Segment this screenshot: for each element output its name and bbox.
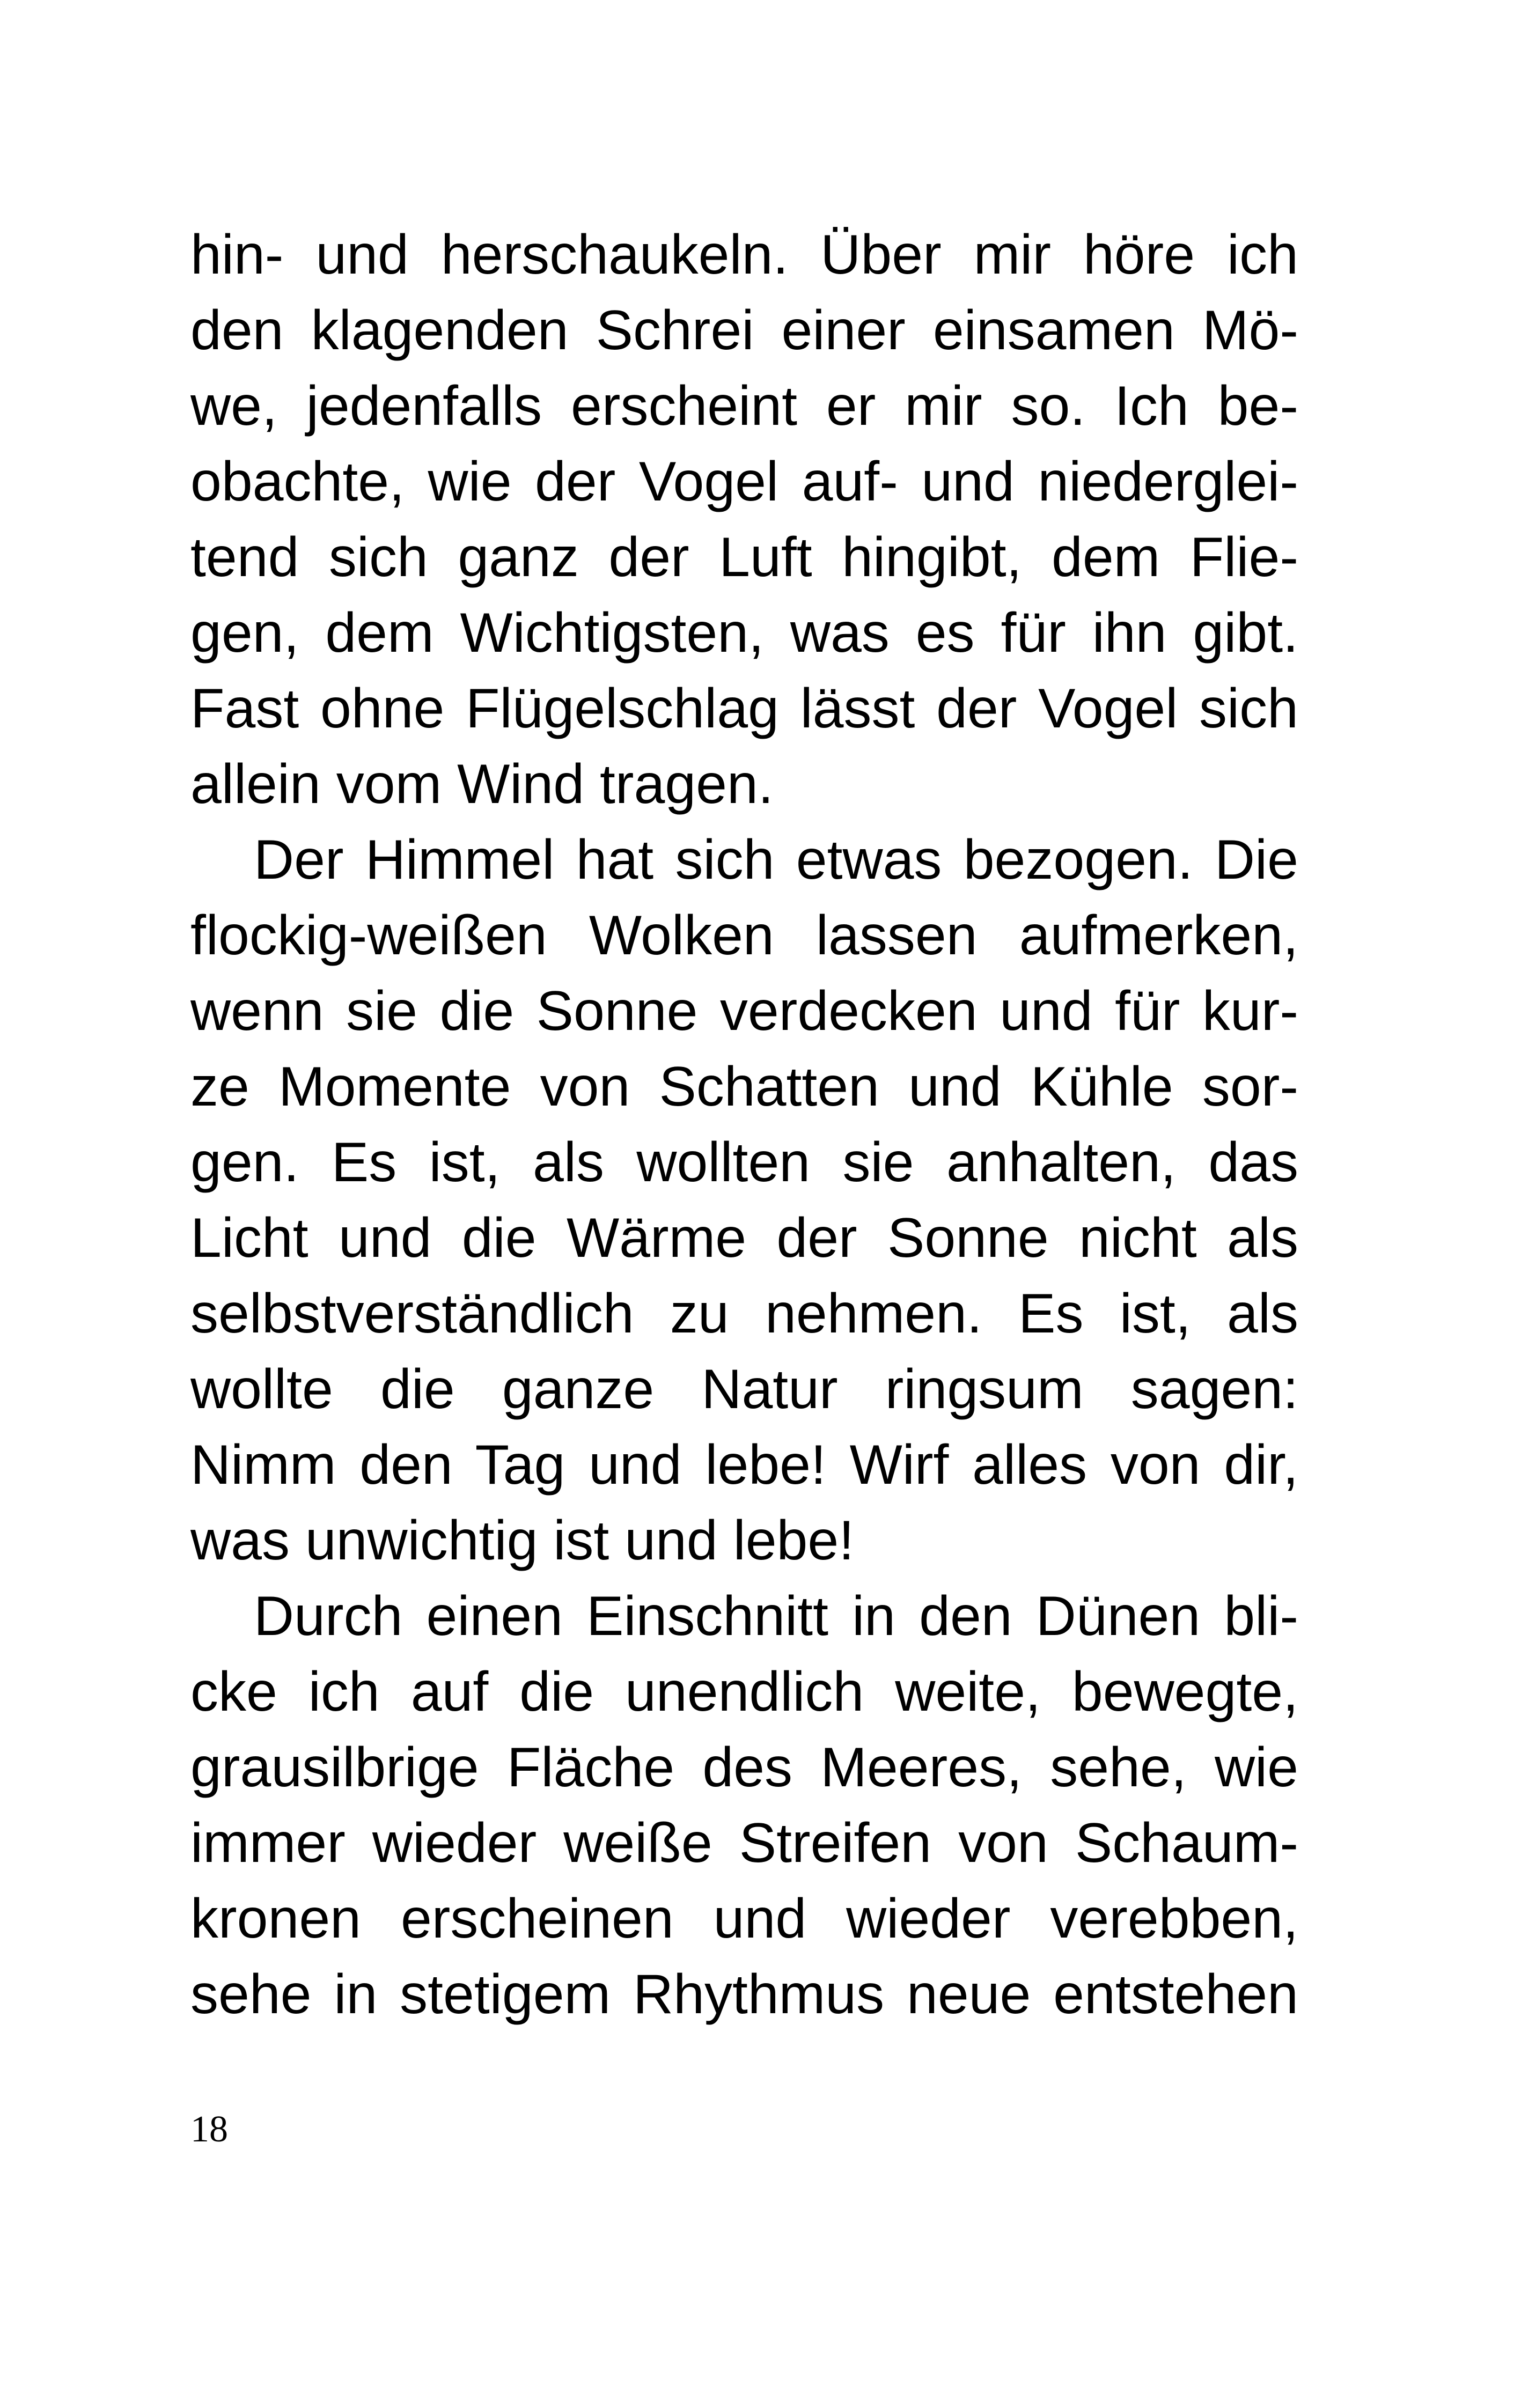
text-line: allein vom Wind tragen. (190, 753, 774, 815)
text-line: tend sich ganz der Luft hingibt, dem Flie- (190, 526, 1298, 588)
text-line: Fast ohne Flügelschlag lässt der Vogel sich (190, 678, 1298, 740)
text-line: Durch einen Einschnitt in den Dünen bli- (254, 1585, 1298, 1647)
text-line: kronen erscheinen und wieder verebben, (190, 1888, 1298, 1950)
text-line: gen. Es ist, als wollten sie anhalten, das (190, 1131, 1298, 1194)
text-line: sehe in stetigem Rhythmus neue entstehen (190, 1963, 1298, 2026)
paragraph-1 (190, 217, 1298, 822)
text-line: selbstverständlich zu nehmen. Es ist, als (190, 1283, 1298, 1345)
text-line: immer wieder weiße Streifen von Schaum- (190, 1812, 1298, 1874)
text-line: ze Momente von Schatten und Kühle sor- (190, 1056, 1298, 1118)
paragraph-3 (190, 1579, 1298, 2033)
text-line: obachte, wie der Vogel auf- und niederglei- (190, 451, 1298, 513)
page-number: 18 (190, 2109, 228, 2150)
body-text (190, 217, 1298, 2033)
text-line: wollte die ganze Natur ringsum sagen: (190, 1358, 1298, 1420)
text-line: Der Himmel hat sich etwas bezogen. Die (254, 829, 1298, 891)
text-line: wenn sie die Sonne verdecken und für kur- (190, 980, 1298, 1042)
text-line: we, jedenfalls erscheint er mir so. Ich be- (190, 375, 1298, 437)
text-line: hin- und herschaukeln. Über mir höre ich (190, 224, 1298, 286)
text-line: was unwichtig ist und lebe! (190, 1509, 855, 1572)
text-line: Licht und die Wärme der Sonne nicht als (190, 1207, 1298, 1269)
text-line: Nimm den Tag und lebe! Wirf alles von dir, (190, 1434, 1298, 1496)
text-line: grausilbrige Fläche des Meeres, sehe, wie (190, 1736, 1298, 1799)
paragraph-2 (190, 822, 1298, 1579)
text-line: gen, dem Wichtigsten, was es für ihn gibt. (190, 602, 1298, 664)
text-line: flockig-weißen Wolken lassen aufmerken, (190, 904, 1298, 967)
text-line: den klagenden Schrei einer einsamen Mö- (190, 299, 1298, 362)
text-line: cke ich auf die unendlich weite, bewegte, (190, 1661, 1298, 1723)
